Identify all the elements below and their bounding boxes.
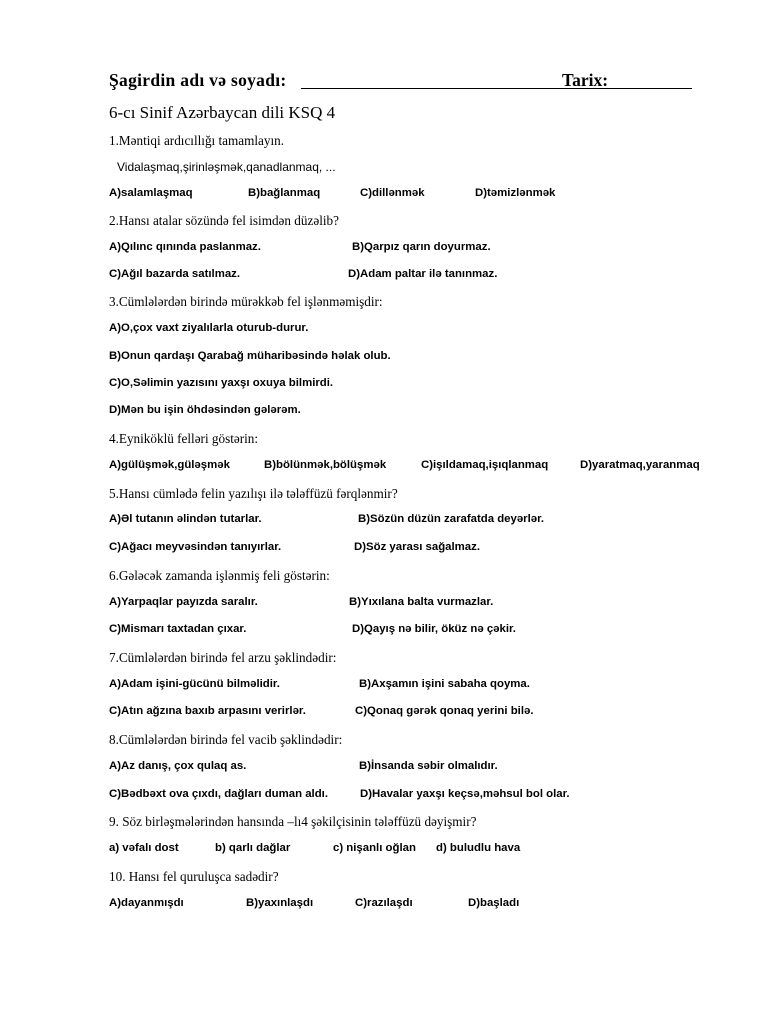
question-7-options-row1 [109, 678, 739, 696]
option-c: C)Atın ağzına baxıb arpasını verirlər. [109, 705, 306, 717]
option-a: A)Əl tutanın əlindən tutarlar. [109, 513, 262, 525]
option-d: D)Adam paltar ilə tanınmaz. [348, 268, 498, 280]
question-3-option-a-row [109, 322, 739, 340]
option-b: B)bölünmək,bölüşmək [264, 459, 387, 471]
question-1-example: Vidalaşmaq,şirinləşmək,qanadlanmaq, ... [117, 160, 336, 174]
option-a: A)Qılınc qınında paslanmaz. [109, 241, 261, 253]
option-b: B)bağlanmaq [248, 187, 321, 199]
option-c: C)O,Səlimin yazısını yaxşı oxuya bilmirdi. [109, 377, 334, 389]
option-c: C)işıldamaq,işıqlanmaq [421, 459, 549, 471]
option-a: a) vəfalı dost [109, 842, 179, 854]
option-d: D)başladı [468, 897, 520, 909]
option-d: C)Qonaq gərək qonaq yerini bilə. [355, 705, 534, 717]
question-3-option-b-row [109, 350, 739, 368]
question-3-text: 3.Cümlələrdən birində mürəkkəb fel işlənməmişdir: [109, 294, 383, 309]
option-c: c) nişanlı oğlan [333, 842, 416, 854]
question-1-options [109, 187, 739, 205]
question-6-text: 6.Gələcək zamanda işlənmiş feli göstərin: [109, 568, 330, 583]
question-8-text: 8.Cümlələrdən birində fel vacib şəklindədir: [109, 732, 343, 747]
option-d: d) buludlu hava [436, 842, 521, 854]
question-3-option-c-row [109, 377, 739, 395]
question-3-option-d-row [109, 404, 739, 422]
option-c: C)dillənmək [360, 187, 425, 199]
question-6-options-row2 [109, 623, 739, 641]
option-b: b) qarlı dağlar [215, 842, 291, 854]
question-5-options-row1 [109, 513, 739, 531]
question-4-options [109, 459, 739, 477]
option-c: C)Bədbəxt ova çıxdı, dağları duman aldı. [109, 788, 329, 800]
page-title: 6-cı Sinif Azərbaycan dili KSQ 4 [109, 103, 336, 122]
student-name-label: Şagirdin adı və soyadı: [109, 70, 287, 90]
option-a: A)Adam işini-gücünü bilməlidir. [109, 678, 280, 690]
option-a: A)salamlaşmaq [109, 187, 193, 199]
question-6-options-row1 [109, 596, 739, 614]
question-9-options [109, 842, 739, 860]
option-a: A)gülüşmək,güləşmək [109, 459, 230, 471]
question-2-options-row1 [109, 241, 739, 259]
option-a: A)Az danış, çox qulaq as. [109, 760, 247, 772]
question-10-text: 10. Hansı fel quruluşca sadədir? [109, 869, 279, 884]
question-9-text: 9. Söz birləşmələrindən hansında –lı4 şəkilçisinin tələffüzü dəyişmir? [109, 814, 477, 829]
student-header [109, 70, 709, 94]
date-blank [614, 88, 692, 89]
option-a: A)Yarpaqlar payızda saralır. [109, 596, 258, 608]
question-1-text: 1.Məntiqi ardıcıllığı tamamlayın. [109, 133, 285, 148]
option-d: D)təmizlənmək [475, 187, 556, 199]
question-2-text: 2.Hansı atalar sözündə fel isimdən düzəlib? [109, 213, 339, 228]
option-b: B)Onun qardaşı Qarabağ müharibəsində həlak olub. [109, 350, 391, 362]
question-7-options-row2 [109, 705, 739, 723]
option-c: C)Mismarı taxtadan çıxar. [109, 623, 247, 635]
question-2-options-row2 [109, 268, 739, 286]
option-b: B)Yıxılana balta vurmazlar. [349, 596, 494, 608]
option-b: B)İnsanda səbir olmalıdır. [359, 760, 498, 772]
question-8-options-row2 [109, 788, 739, 806]
option-d: D)Havalar yaxşı keçsə,məhsul bol olar. [360, 788, 570, 800]
option-b: B)Qarpız qarın doyurmaz. [352, 241, 491, 253]
question-7-text: 7.Cümlələrdən birində fel arzu şəklindədir: [109, 650, 337, 665]
option-d: D)yaratmaq,yaranmaq [580, 459, 700, 471]
question-10-options [109, 897, 739, 915]
question-5-text: 5.Hansı cümlədə felin yazılışı ilə tələffüzü fərqlənmir? [109, 486, 398, 501]
date-label: Tarix: [562, 70, 609, 90]
option-c: C)Ağıl bazarda satılmaz. [109, 268, 241, 280]
question-4-text: 4.Eyniköklü felləri göstərin: [109, 431, 259, 446]
question-8-options-row1 [109, 760, 739, 778]
option-a: A)dayanmışdı [109, 897, 184, 909]
option-c: C)razılaşdı [355, 897, 413, 909]
option-d: D)Söz yarası sağalmaz. [354, 541, 480, 553]
option-b: B)Sözün düzün zarafatda deyərlər. [358, 513, 545, 525]
option-b: B)Axşamın işini sabaha qoyma. [359, 678, 530, 690]
option-d: D)Mən bu işin öhdəsindən gələrəm. [109, 404, 301, 416]
option-d: D)Qayış nə bilir, öküz nə çəkir. [352, 623, 516, 635]
option-a: A)O,çox vaxt ziyalılarla oturub-durur. [109, 322, 309, 334]
option-c: C)Ağacı meyvəsindən tanıyırlar. [109, 541, 282, 553]
option-b: B)yaxınlaşdı [246, 897, 314, 909]
question-5-options-row2 [109, 541, 739, 559]
